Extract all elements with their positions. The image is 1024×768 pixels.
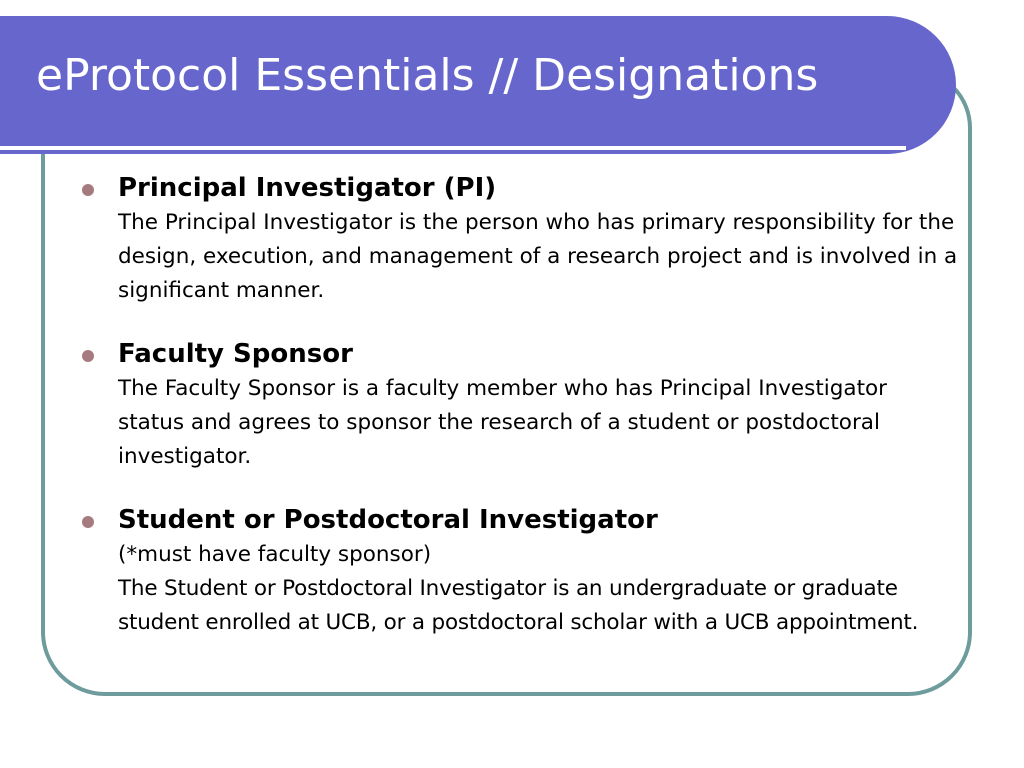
- item-note: (*must have faculty sponsor): [118, 542, 432, 567]
- slide-title: eProtocol Essentials // Designations: [36, 50, 819, 101]
- item-heading: Student or Postdoctoral Investigator: [118, 505, 658, 535]
- item-heading: Faculty Sponsor: [118, 339, 353, 369]
- bullet-icon: [82, 516, 94, 528]
- title-underline: [0, 146, 906, 150]
- item-description: The Faculty Sponsor is a faculty member who has Principal Investigator status and agrees to sponsor the research of a student or postdoctoral investigator.: [118, 376, 887, 469]
- bullet-icon: [82, 184, 94, 196]
- list-item-faculty-sponsor: [78, 336, 958, 474]
- item-description: The Principal Investigator is the person who has primary responsibility for the design, execution, and management of a research project and is involved in a significant manner.: [118, 210, 958, 303]
- item-description: The Student or Postdoctoral Investigator is an undergraduate or graduate student enrolled at UCB, or a postdoctoral scholar with a UCB appointment.: [118, 576, 919, 635]
- list-item-principal-investigator: [78, 170, 958, 308]
- list-item-student-postdoc-investigator: [78, 502, 958, 640]
- bullet-list: [78, 170, 958, 668]
- bullet-icon: [82, 350, 94, 362]
- item-heading: Principal Investigator (PI): [118, 173, 497, 203]
